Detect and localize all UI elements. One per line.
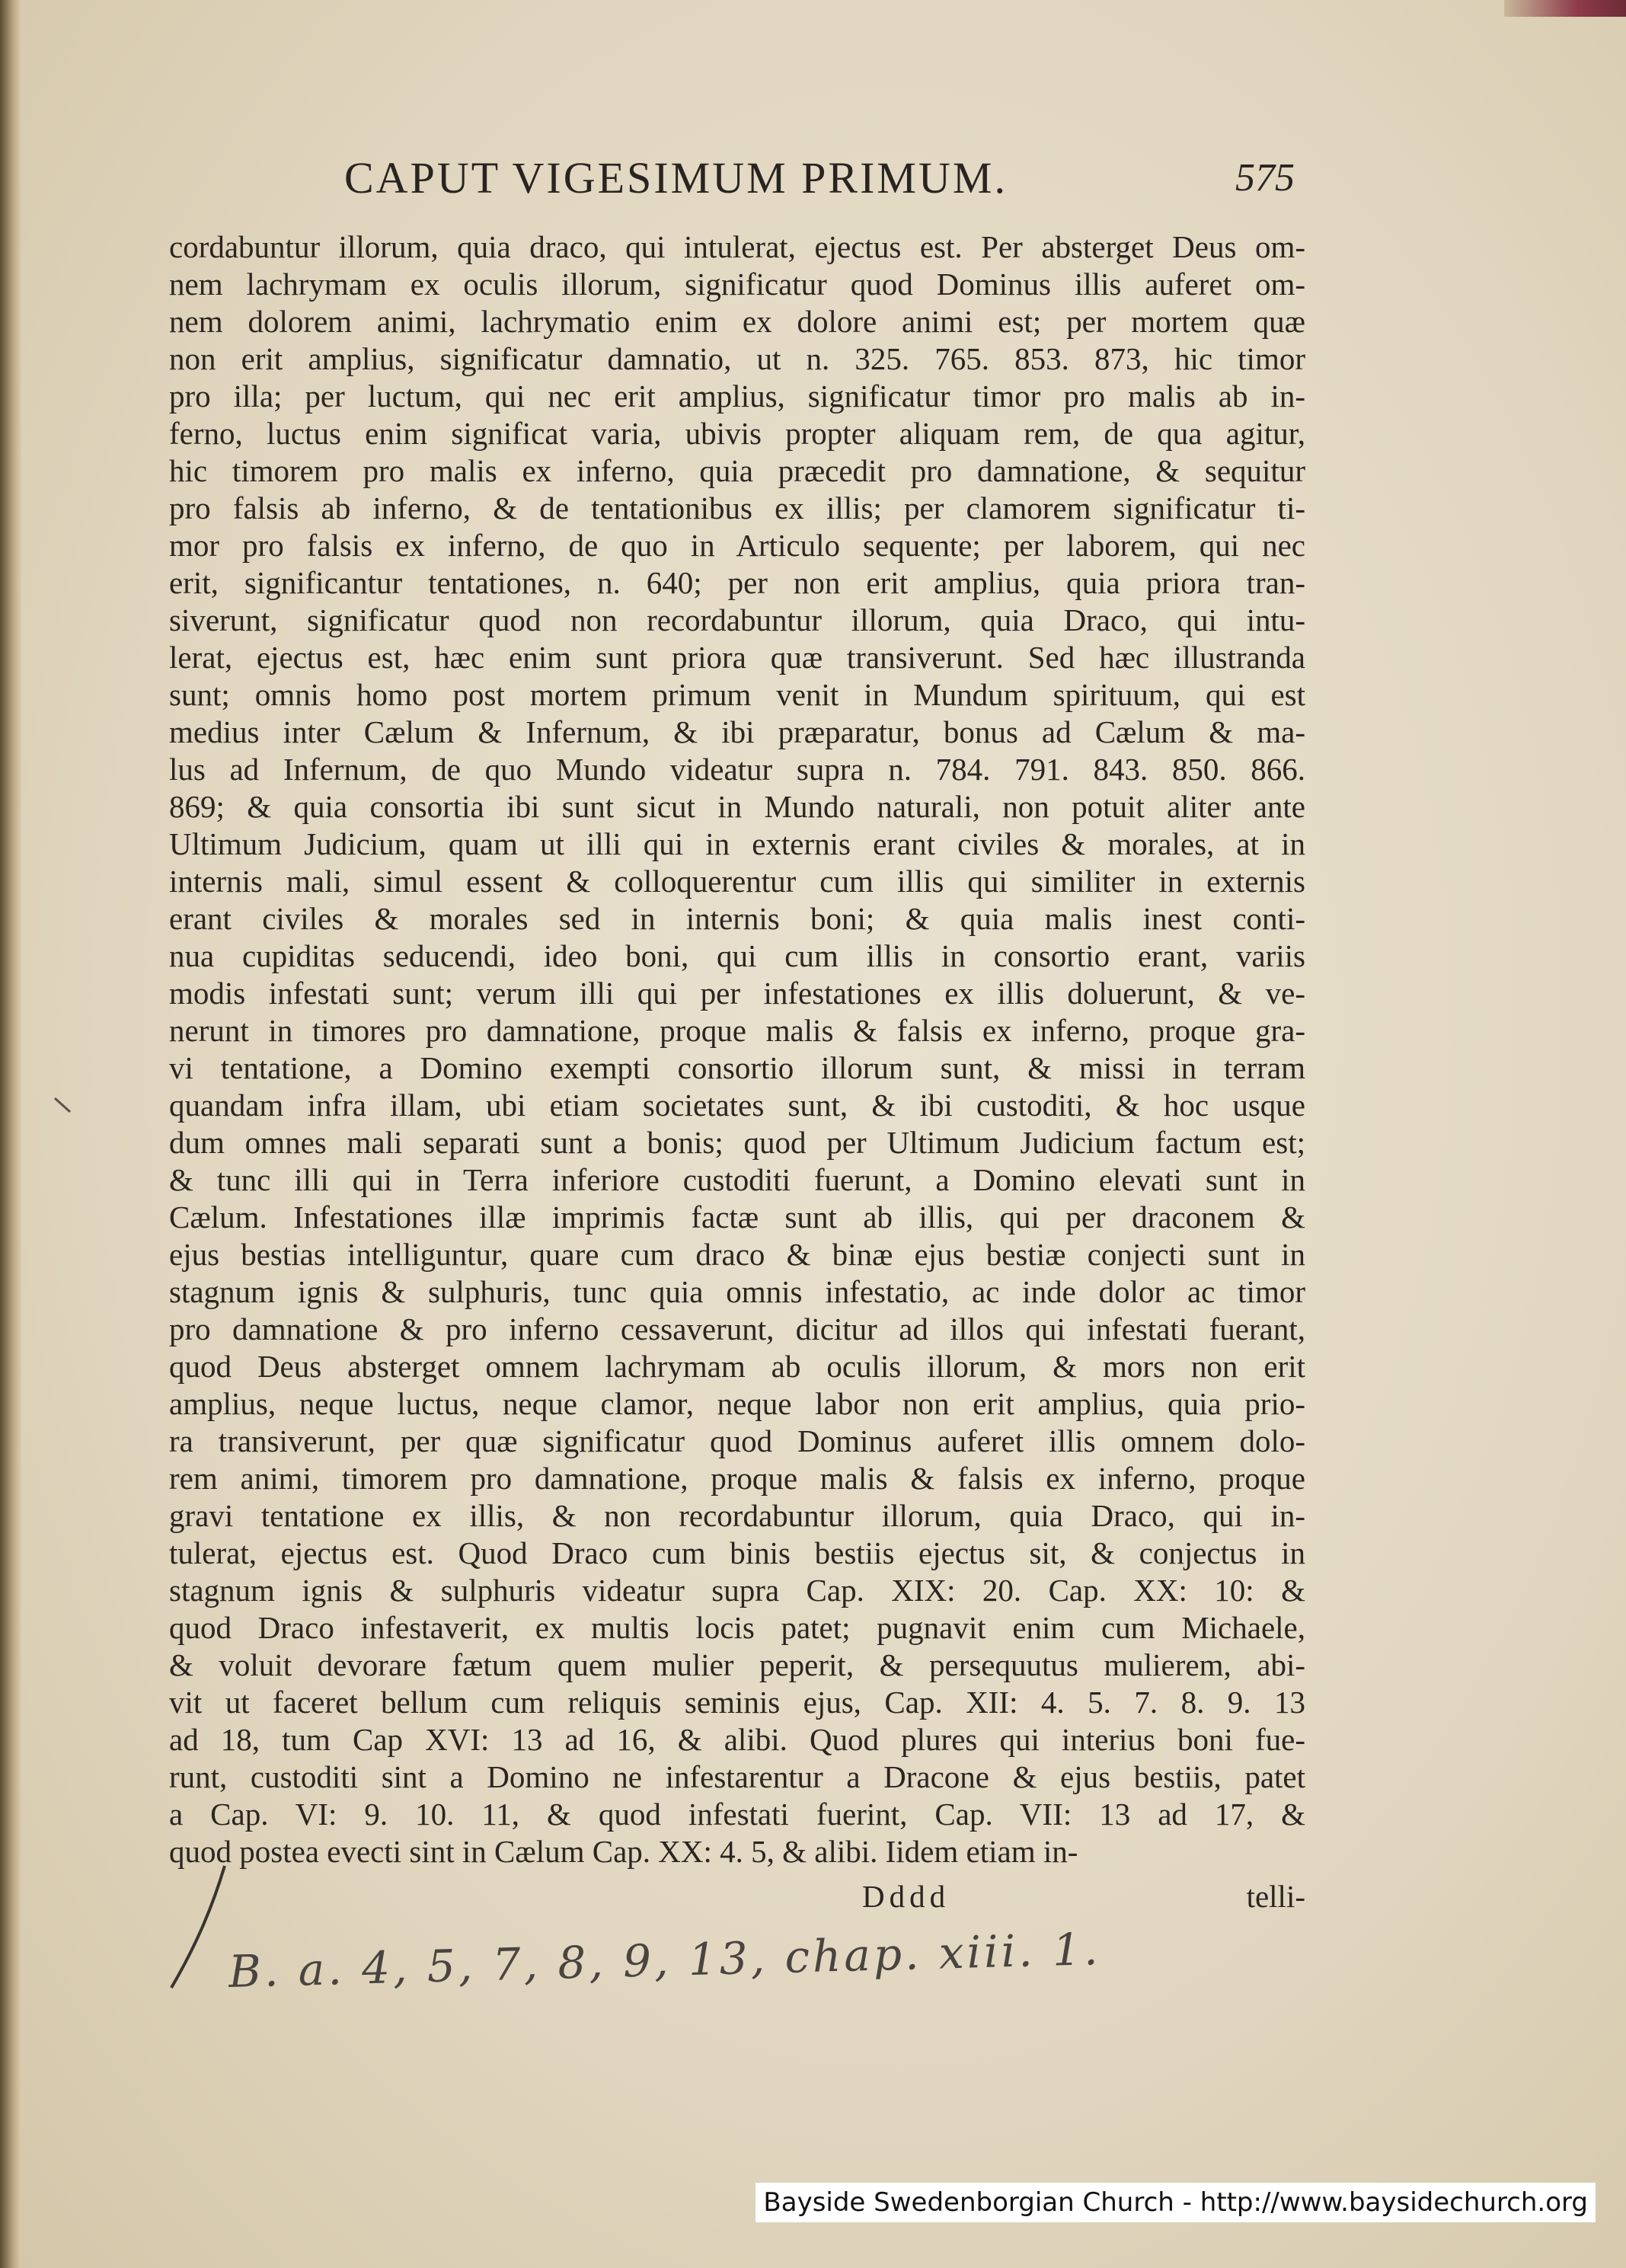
stray-ink-mark [53,1097,76,1120]
text-line: vit ut faceret bellum cum reliquis seminis ejus, Cap. XII: 4. 5. 7. 8. 9. 13 [169,1685,1305,1720]
text-line: sunt; omnis homo post mortem primum venit in Mundum spirituum, qui est [169,677,1305,712]
text-line: nerunt in timores pro damnatione, proque malis & falsis ex inferno, proque gra- [169,1013,1305,1048]
text-line: & voluit devorare fætum quem mulier peperit, & persequutus mulierem, abi- [169,1647,1305,1682]
catchword: telli- [1246,1879,1305,1914]
text-line: Ultimum Judicium, quam ut illi qui in externis erant civiles & morales, at in [169,826,1305,861]
text-line: lus ad Infernum, de quo Mundo videatur supra n. 784. 791. 843. 850. 866. [169,752,1305,787]
text-line: rem animi, timorem pro damnatione, proque malis & falsis ex inferno, proque [169,1461,1305,1496]
text-line: pro falsis ab inferno, & de tentationibus ex illis; per clamorem significatur ti- [169,490,1305,525]
text-line: quod Deus absterget omnem lachrymam ab oculis illorum, & mors non erit [169,1349,1305,1384]
text-line: cordabuntur illorum, quia draco, qui intulerat, ejectus est. Per absterget Deus om- [169,229,1305,264]
text-line: internis mali, simul essent & colloquerentur cum illis qui similiter in externis [169,864,1305,899]
catchline [169,1878,1305,1916]
text-line: stagnum ignis & sulphuris videatur supra Cap. XIX: 20. Cap. XX: 10: & [169,1573,1305,1608]
text-line: ra transiverunt, per quæ significatur quod Dominus auferet illis omnem dolo- [169,1423,1305,1458]
text-line: ferno, luctus enim significat varia, ubivis propter aliquam rem, de qua agitur, [169,416,1305,451]
text-line: nua cupiditas seducendi, ideo boni, qui cum illis in consortio erant, variis [169,938,1305,973]
text-line: siverunt, significatur quod non recordabuntur illorum, quia Draco, qui intu- [169,602,1305,637]
text-line: quod postea evecti sint in Cælum Cap. XX: 4. 5, & alibi. Iidem etiam in- [169,1834,1078,1869]
watermark: Bayside Swedenborgian Church - http://www.baysidechurch.org [755,2183,1596,2222]
running-title: CAPUT VIGESIMUM PRIMUM. [344,153,1008,203]
page-header [0,152,1626,213]
text-line: nem lachrymam ex oculis illorum, significatur quod Dominus illis auferet om- [169,267,1305,302]
text-line: lerat, ejectus est, hæc enim sunt priora quæ transiverunt. Sed hæc illustranda [169,640,1305,675]
signature-mark: Dddd [862,1879,950,1914]
text-line: quod Draco infestaverit, ex multis locis patet; pugnavit enim cum Michaele, [169,1610,1305,1645]
text-line: & tunc illi qui in Terra inferiore custoditi fuerunt, a Domino elevati sunt in [169,1162,1305,1197]
text-line: hic timorem pro malis ex inferno, quia præcedit pro damnatione, & sequitur [169,453,1305,488]
text-line: gravi tentatione ex illis, & non recordabuntur illorum, quia Draco, qui in- [169,1498,1305,1533]
text-line: erant civiles & morales sed in internis boni; & quia malis inest conti- [169,901,1305,936]
text-line: vi tentatione, a Domino exempti consortio illorum sunt, & missi in terram [169,1050,1305,1085]
text-line: amplius, neque luctus, neque clamor, neque labor non erit amplius, quia prio- [169,1386,1305,1421]
text-line: dum omnes mali separati sunt a bonis; quod per Ultimum Judicium factum est; [169,1125,1305,1160]
body-text [169,228,1305,1870]
text-line: erit, significantur tentationes, n. 640; per non erit amplius, quia priora tran- [169,565,1305,600]
text-line: modis infestati sunt; verum illi qui per infestationes ex illis doluerunt, & ve- [169,976,1305,1011]
text-line: Cælum. Infestationes illæ imprimis factæ sunt ab illis, qui per draconem & [169,1199,1305,1235]
text-line: ad 18, tum Cap XVI: 13 ad 16, & alibi. Quod plures qui interius boni fue- [169,1722,1305,1757]
text-line: stagnum ignis & sulphuris, tunc quia omnis infestatio, ac inde dolor ac timor [169,1274,1305,1309]
text-line: pro damnatione & pro inferno cessaverunt, dicitur ad illos qui infestati fuerant, [169,1311,1305,1346]
text-line: runt, custoditi sint a Domino ne infestarentur a Dracone & ejus bestiis, patet [169,1759,1305,1794]
text-line: medius inter Cælum & Infernum, & ibi præparatur, bonus ad Cælum & ma- [169,714,1305,749]
text-line: tulerat, ejectus est. Quod Draco cum binis bestiis ejectus sit, & conjectus in [169,1535,1305,1570]
text-line: mor pro falsis ex inferno, de quo in Articulo sequente; per laborem, qui nec [169,528,1305,563]
text-line: non erit amplius, significatur damnatio, ut n. 325. 765. 853. 873, hic timor [169,341,1305,376]
text-line: quandam infra illam, ubi etiam societates sunt, & ibi custoditi, & hoc usque [169,1088,1305,1123]
text-line: pro illa; per luctum, qui nec erit amplius, significatur timor pro malis ab in- [169,379,1305,414]
text-line: 869; & quia consortia ibi sunt sicut in Mundo naturali, non potuit aliter ante [169,789,1305,824]
cover-corner [1504,0,1626,17]
book-binding-edge [0,0,21,2268]
text-line: nem dolorem animi, lachrymatio enim ex dolore animi est; per mortem quæ [169,304,1305,339]
text-line: a Cap. VI: 9. 10. 11, & quod infestati fuerint, Cap. VII: 13 ad 17, & [169,1797,1305,1832]
handwritten-note: B. a. 4, 5, 7, 8, 9, 13, chap. xiii. 1. [228,1923,1102,1998]
text-line: ejus bestias intelliguntur, quare cum draco & binæ ejus bestiæ conjecti sunt in [169,1237,1305,1272]
page-number: 575 [1235,156,1295,200]
